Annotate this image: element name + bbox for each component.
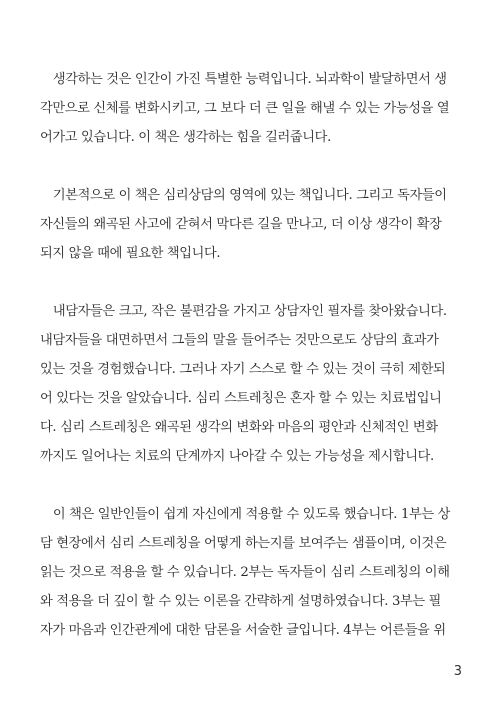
text-line: 각만으로 신체를 변화시키고, 그 보다 더 큰 일을 해낼 수 있는 가능성을 열 [40,101,450,116]
text-line: 다. 심리 스트레칭은 왜곡된 생각의 변화와 마음의 평안과 신체적인 변화 [40,420,438,435]
text-line: 생각하는 것은 인간이 가진 특별한 능력입니다. 뇌과학이 발달하면서 생 [40,72,447,87]
text-line: 자신들의 왜곡된 사고에 갇혀서 막다른 길을 만나고, 더 이상 생각이 확장 [40,217,442,232]
text-line: 읽는 것으로 적용을 할 수 있습니다. 2부는 독자들이 심리 스트레칭의 이해 [40,565,450,580]
text-line: 내담자들을 대면하면서 그들의 말을 들어주는 것만으로도 상담의 효과가 [40,333,439,348]
text-line: 담 현장에서 심리 스트레칭을 어떻게 하는지를 보여주는 샘플이며, 이것은 [40,536,447,551]
text-line: 어 있다는 것을 알았습니다. 심리 스트레칭은 혼자 할 수 있는 치료법입니 [40,391,442,406]
text-line: 어가고 있습니다. 이 책은 생각하는 힘을 길러줍니다. [40,130,331,145]
text-line: 있는 것을 경험했습니다. 그러나 자기 스스로 할 수 있는 것이 극히 제한되 [40,362,446,377]
text-line: 내담자들은 크고, 작은 불편감을 가지고 상담자인 필자를 찾아왔습니다. [40,304,447,319]
page-number: 3 [453,664,462,679]
text-line: 기본적으로 이 책은 심리상담의 영역에 있는 책입니다. 그리고 독자들이 [40,188,447,203]
text-line: 이 책은 일반인들이 쉽게 자신에게 적용할 수 있도록 했습니다. 1부는 상 [40,507,451,522]
text-line: 까지도 일어나는 치료의 단계까지 나아갈 수 있는 가능성을 제시합니다. [40,449,434,464]
text-line: 와 적용을 더 깊이 할 수 있는 이론을 간략하게 설명하였습니다. 3부는 필 [40,594,442,609]
text-line: 되지 않을 때에 필요한 책입니다. [40,246,221,261]
text-line: 자가 마음과 인간관계에 대한 담론을 서술한 글입니다. 4부는 어른들을 위 [40,623,446,638]
